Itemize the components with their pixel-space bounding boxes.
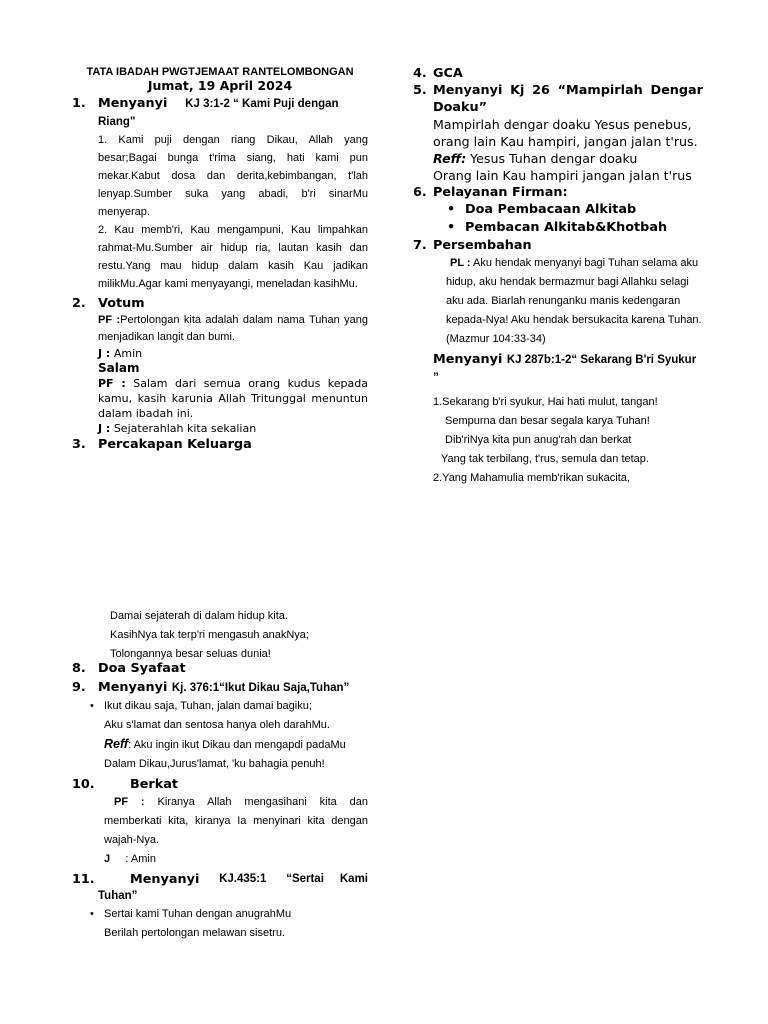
hymn-26-reff: Reff: Yesus Tuhan dengar doaku — [433, 151, 638, 166]
right-column — [413, 62, 703, 488]
hymn-287b-heading: Menyanyi KJ 287b:1-2“ Sekarang B'ri Syukur ” — [433, 352, 697, 384]
hymn-ref: KJ 3:1-2 “ Kami Puji dengan Riang" — [98, 98, 339, 128]
hymn-26-line-1: Mampirlah dengar doaku Yesus penebus, — [433, 117, 692, 132]
section-7-heading: 7. Persembahan — [413, 238, 532, 253]
section-8-heading: 8. Doa Syafaat — [72, 661, 186, 676]
hymn-376-line-4: Dalam Dikau,Jurus'lamat, 'ku bahagia penuh! — [104, 758, 325, 770]
salam-pf: PF : Salam dari semua orang kudus kepada kamu, kasih karunia Allah Tritunggal menuntun dalam ibadah ini. — [98, 377, 368, 420]
berkat-pf: PF : Kiranya Allah mengasihani kita dan memberkati kita, kiranya Ia menyinari kita dengan wajah-Nya. — [104, 796, 369, 846]
section-5-heading: 5. Menyanyi Kj 26 “Mampirlah Dengar Doaku” — [413, 83, 703, 115]
firman-list — [413, 201, 703, 237]
section-1-heading: 1. Menyanyi KJ 3:1-2 “ Kami Puji dengan Riang" — [72, 96, 339, 128]
section-9-heading: 9. Menyanyi Kj. 376:1“Ikut Dikau Saja,Tuhan” — [72, 680, 350, 695]
hymn-435-line-1: • Sertai kami Tuhan dengan anugrahMu — [72, 905, 368, 924]
salam-heading: Salam — [98, 361, 140, 375]
section-2-heading: 2. Votum — [72, 296, 145, 311]
berkat-j: J : Amin — [104, 853, 156, 865]
hymn-376-reff: Reff: Aku ingin ikut Dikau dan mengapdi padaMu — [104, 737, 346, 751]
votum-pf: PF :Pertolongan kita adalah dalam nama Tuhan yang menjadikan langit dan bumi. — [98, 314, 368, 343]
section-11-heading: 11. Menyanyi KJ.435:1 “Sertai Kami — [72, 872, 368, 887]
hymn-376-line-2: Aku s'lamat dan sentosa hanya oleh darahMu. — [104, 719, 330, 731]
hymn-verse-1: 1. Kami puji dengan riang Dikau, Allah yang besar;Bagai bunga t'rima siang, hati kami pun mekar.Kabut dosa dan derita,kebimbangan, t'lah lenyap.Sumber suka yang abadi, b'ri sinarMu menyerap. — [98, 134, 368, 218]
hymn-287b: 1.Sekarang b'ri syukur, Hai hati mulut, tangan! Sempurna dan besar segala karya Tuhan! Dib'riNya kita pun anug'rah dan berkat Yang tak terbilang, t'rus, semula dan tetap. 2.Yang Mahamulia memb'rikan sukacita, — [433, 396, 658, 484]
hymn-verse-2: 2. Kau memb'ri, Kau mengampuni, Kau limpahkan rahmat-Mu.Sumber air hidup ria, lautan kasih dan restu.Yang mau hidup dalam kasih Kau jadikan milikMu.Agar kami menyayangi, meneladan kasihMu. — [98, 224, 368, 290]
left-column-lower — [72, 660, 368, 943]
salam-j: J : Sejaterahlah kita sekalian — [98, 422, 257, 435]
hymn-435-title: Tuhan” — [98, 890, 138, 902]
document-date: Jumat, 19 April 2024 — [147, 78, 293, 93]
document-title: TATA IBADAH PWGTJEMAAT RANTELOMBONGAN — [86, 66, 354, 78]
section-6-heading: 6. Pelayanan Firman: — [413, 185, 568, 200]
section-3-heading: 3. Percakapan Keluarga — [72, 437, 252, 452]
hymn-26-line-4: Orang lain Kau hampiri jangan jalan t'rus — [433, 168, 692, 183]
persembahan-pl: PL : Aku hendak menyanyi bagi Tuhan selama aku hidup, aku hendak bermazmur bagi Allahku selagi aku ada. Biarlah renunganku manis kedengaran kepada-Nya! Aku hendak bersukacita karena Tuhan. (Mazmur 104:33-34) — [446, 257, 702, 345]
hymn-376-line-1: • Ikut dikau saja, Tuhan, jalan damai bagiku; — [72, 697, 368, 716]
hymn-26-line-2: orang lain Kau hampiri, jangan jalan t'rus. — [433, 134, 698, 149]
hymn-435-line-2: Berilah pertolongan melawan sisetru. — [104, 927, 285, 939]
firman-item-1: • Doa Pembacaan Alkitab — [447, 201, 703, 219]
left-column — [72, 62, 368, 453]
votum-j: J : Amin — [98, 347, 143, 360]
firman-item-2: • Pembacan Alkitab&Khotbah — [447, 219, 703, 237]
section-4-heading: 4. GCA — [413, 66, 463, 81]
continued-hymn-lines: Damai sejaterah di dalam hidup kita. KasihNya tak terp'ri mengasuh anakNya; Tolongannya besar seluas dunia! — [110, 610, 309, 660]
section-10-heading: 10. Berkat — [72, 777, 179, 792]
